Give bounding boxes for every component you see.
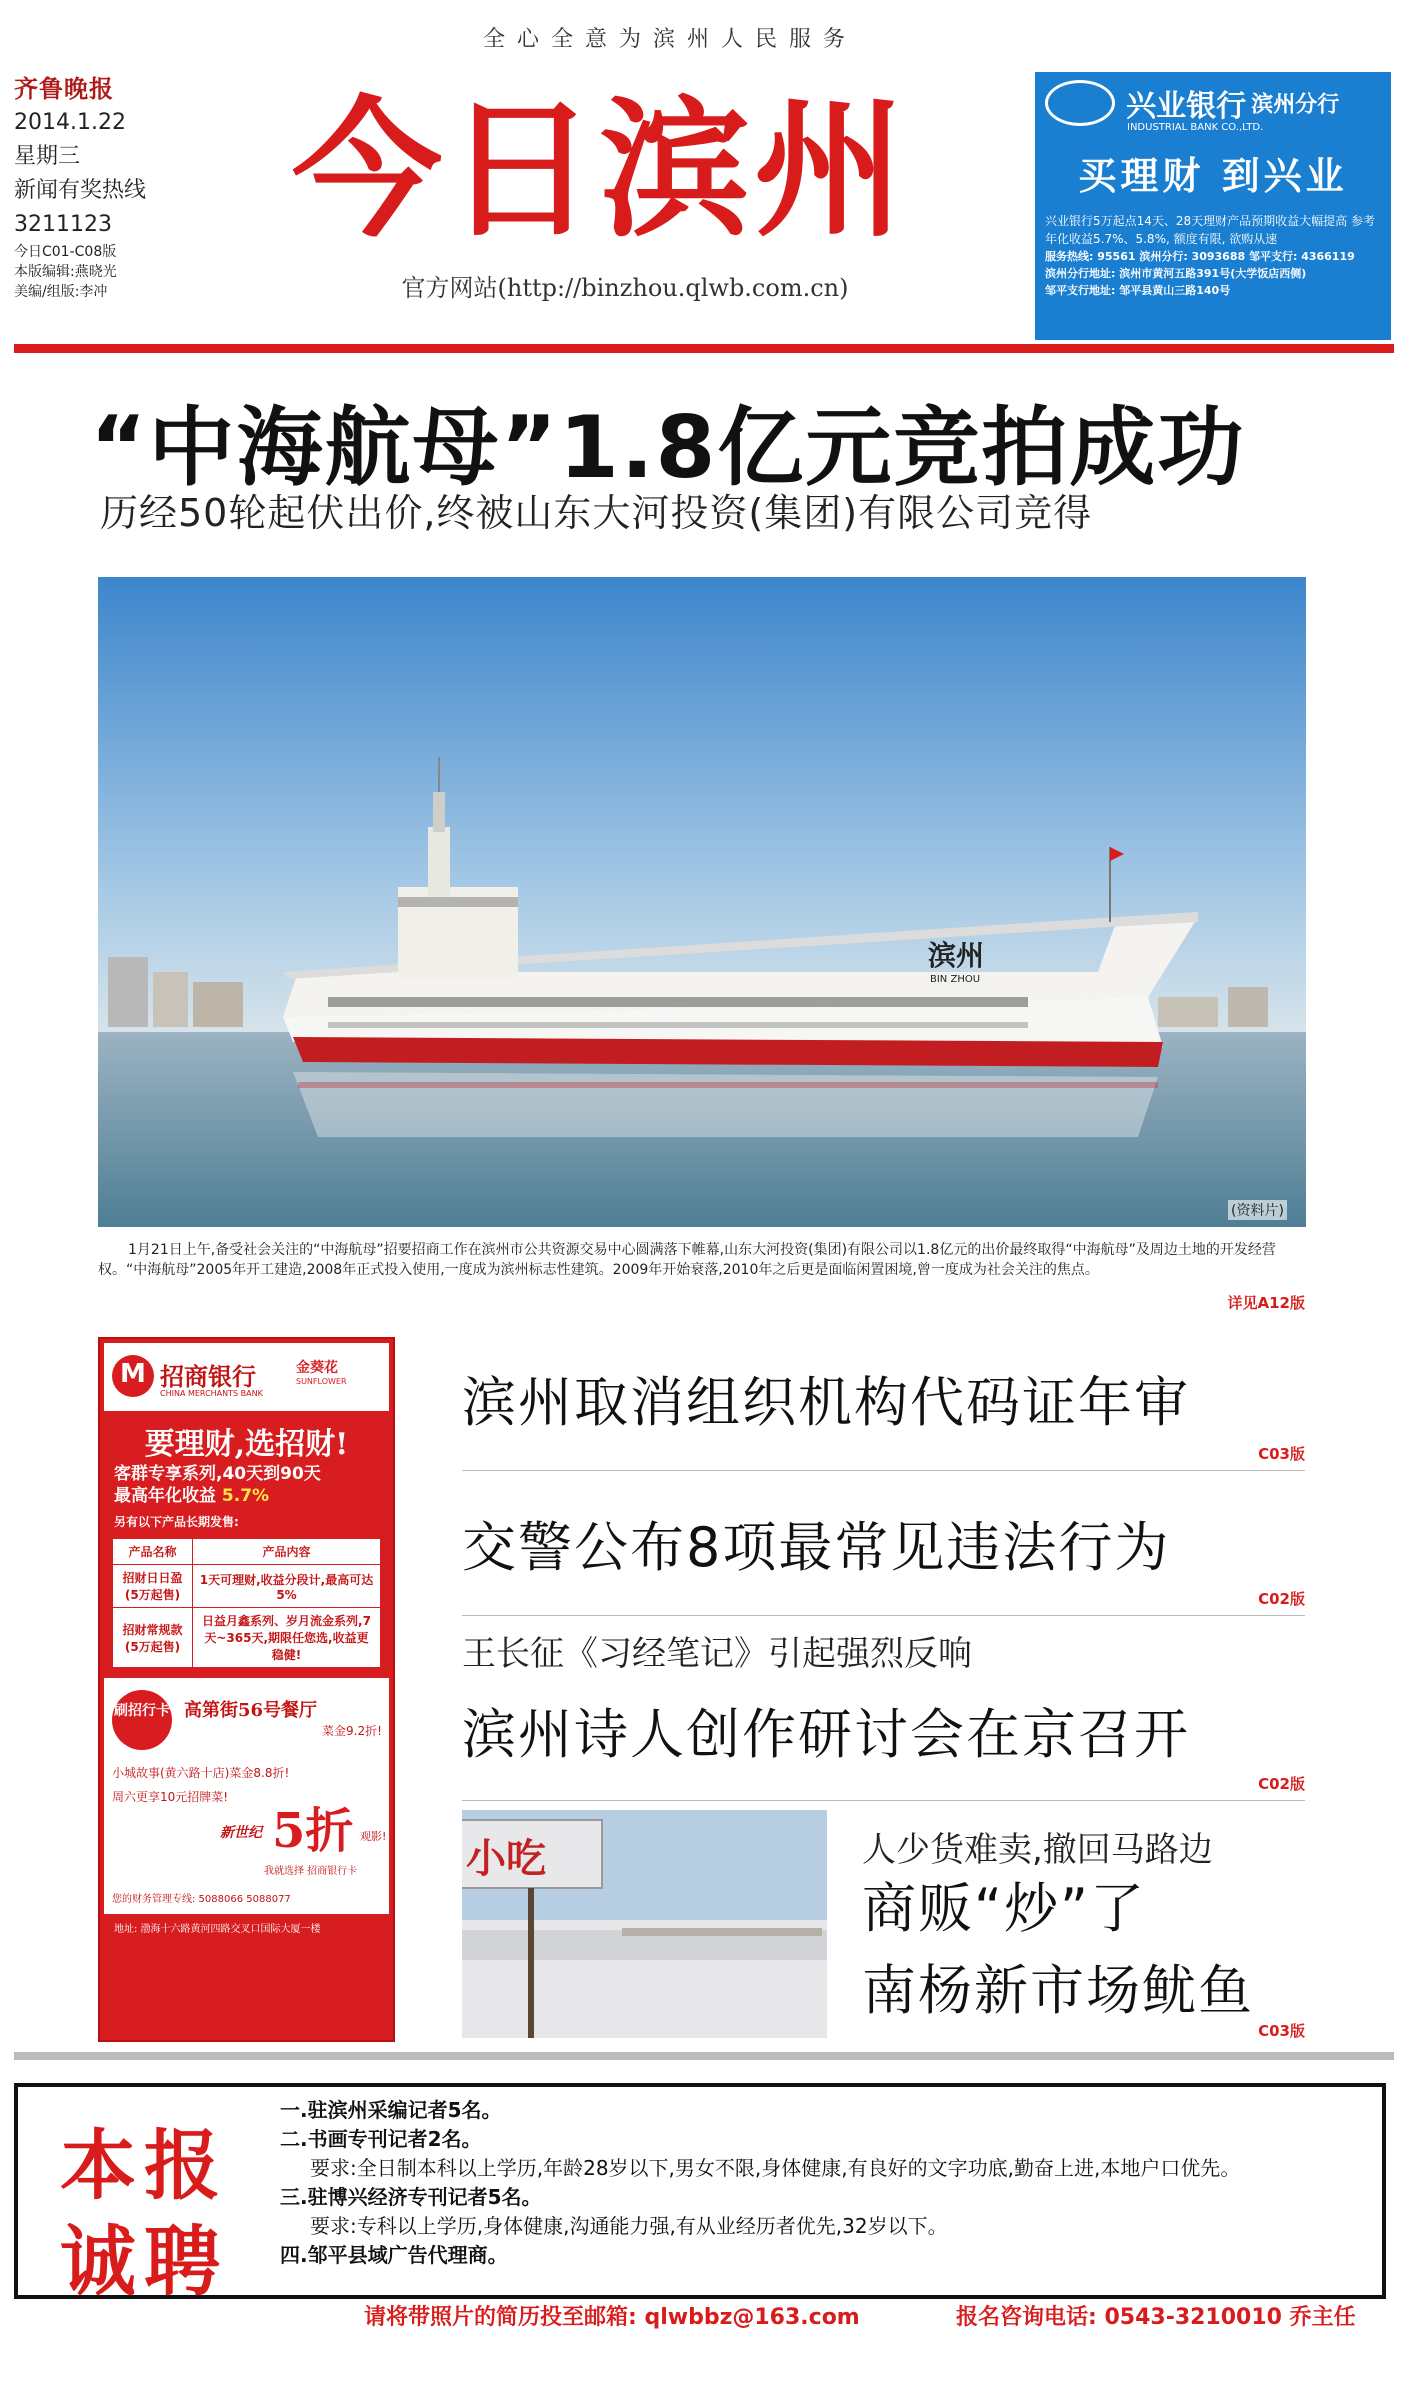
recruitment-list [280, 2096, 1370, 2270]
news-ref-1[interactable]: C03版 [1258, 1445, 1305, 1463]
list-item: 一.驻滨州采编记者5名。 [280, 2098, 502, 2122]
bank-service: 服务热线: 95561 滨州分行: 3093688 邹平支行: 4366119 [1045, 250, 1355, 263]
table-header-cell: 产品名称 [113, 1539, 193, 1565]
table-cell: 日益月鑫系列、岁月流金系列,7天~365天,期限任您选,收益更稳健! [193, 1608, 381, 1668]
table-row [113, 1608, 381, 1668]
news-headline-1[interactable]: 滨州取消组织机构代码证年审 [462, 1371, 1190, 1434]
bank-branch: 滨州分行 [1251, 92, 1340, 118]
card-badge: 刷招行卡 [112, 1690, 172, 1750]
recruitment-title-line-1: 本报 [60, 2121, 228, 2210]
lead-photo[interactable] [98, 577, 1306, 1227]
bank-address-2: 邹平支行地址: 邹平县黄山三路140号 [1045, 284, 1231, 297]
ship-sublabel: BIN ZHOU [930, 974, 981, 985]
bank-name: 兴业银行 [1126, 89, 1247, 124]
table-row [113, 1565, 381, 1608]
designer-credit: 美编/组版:李冲 [14, 284, 108, 300]
table-cell: 招财常规款(5万起售) [113, 1608, 193, 1668]
section-divider [14, 2052, 1394, 2060]
promo-choose: 我就选择 招商银行卡 [264, 1866, 358, 1877]
recruitment-title [60, 2118, 228, 2310]
cmb-line-2 [100, 1485, 393, 1507]
bank-slogan: 买理财 到兴业 [1078, 153, 1348, 198]
divider [462, 1615, 1305, 1616]
hotline-number: 3211123 [14, 212, 112, 237]
cmb-address: 地址: 渤海十六路黄河四路交叉口国际大厦一楼 [114, 1924, 321, 1935]
promo-saturday: 周六更享10元招牌菜! [112, 1790, 229, 1804]
market-headline-2[interactable]: 南杨新市场鱿鱼 [862, 1959, 1254, 2022]
see-more-link[interactable]: 详见A12版 [1227, 1294, 1305, 1312]
hotline-label: 新闻有奖热线 [14, 178, 147, 203]
recruitment-phone: 报名咨询电话: 0543-3210010 乔主任 [956, 2305, 1356, 2330]
market-headline-1[interactable]: 商贩“炒”了 [862, 1877, 1146, 1940]
issue-weekday: 星期三 [14, 144, 81, 169]
news-ref-2[interactable]: C02版 [1258, 1590, 1305, 1608]
cmb-logo-icon [112, 1355, 154, 1397]
news-subheadline-3: 王长征《习经笔记》引起强烈反响 [462, 1634, 972, 1674]
recruitment-title-line-2: 诚聘 [60, 2217, 228, 2306]
table-cell: 1天可理财,收益分段计,最高可达5% [193, 1565, 381, 1608]
cmb-ad[interactable] [98, 1337, 395, 2042]
ship-label: 滨州 [928, 939, 985, 972]
bank-desc: 兴业银行5万起点14天、28天理财产品预期收益大幅提高 参考年化收益5.7%、5.8%, 额度有限, 欲购从速 [1045, 214, 1375, 246]
table-header-cell: 产品内容 [193, 1539, 381, 1565]
table-cell: 招财日日盈(5万起售) [113, 1565, 193, 1608]
editor-credit: 本版编辑:燕晓光 [14, 264, 117, 280]
market-subheadline: 人少货难卖,撤回马路边 [862, 1830, 1213, 1870]
market-photo[interactable] [462, 1810, 827, 2038]
sunflower-label-en: SUNFLOWER [296, 1377, 347, 1386]
masthead-slogan: 全心全意为滨州人民服务 [482, 27, 857, 52]
photo-caption: 1月21日上午,备受社会关注的“中海航母”招要招商工作在滨州市公共资源交易中心圆满落下帷幕,山东大河投资(集团)有限公司以1.8亿元的出价最终取得“中海航母”及周边土地的开发经营权。“中海航母”2005年开工建造,2008年正式投入使用,一度成为滨州标志性建筑。2009年开始衰落,2010年之后更是面临闲置困境,曾一度成为社会关注的焦点。 [98, 1242, 1276, 1278]
promo-restaurant-discount: 菜金9.2折! [322, 1724, 382, 1738]
masthead-divider [14, 344, 1394, 353]
cmb-note: 另有以下产品长期发售: [114, 1515, 239, 1529]
promo-restaurant: 高第街56号餐厅 [184, 1700, 318, 1721]
promo-cinema-tail: 观影! [360, 1830, 387, 1843]
cmb-promo-panel [104, 1678, 389, 1914]
website-link[interactable]: 官方网站(http://binzhou.qlwb.com.cn) [401, 274, 849, 302]
cmb-line-2-prefix: 最高年化收益 [114, 1486, 216, 1506]
cmb-header [104, 1343, 389, 1411]
snack-sign-image [462, 1810, 827, 2038]
market-ref[interactable]: C03版 [1258, 2022, 1305, 2040]
cmb-yield: 5.7% [221, 1486, 270, 1506]
cmb-slogan: 要理财,选招财! [144, 1427, 349, 1462]
page-range: 今日C01-C08版 [14, 244, 117, 260]
bank-logo-icon [1045, 80, 1115, 126]
list-item-requirement: 要求:专科以上学历,身体健康,沟通能力强,有从业经历者优先,32岁以下。 [310, 2214, 948, 2238]
promo-story: 小城故事(黄六路十店)菜金8.8折! [112, 1766, 290, 1780]
bank-name-en: INDUSTRIAL BANK CO.,LTD. [1127, 122, 1264, 133]
cmb-name: 招商银行 [160, 1362, 256, 1391]
sunflower-label: 金葵花 [296, 1360, 338, 1376]
news-headline-2[interactable]: 交警公布8项最常见违法行为 [462, 1516, 1171, 1579]
photo-credit: (资料片) [1228, 1200, 1287, 1220]
list-item: 四.邹平县域广告代理商。 [280, 2243, 508, 2267]
masthead-title: 今日滨州 [291, 82, 908, 258]
list-item: 二.书画专刊记者2名。 [280, 2127, 482, 2151]
cmb-phone: 您的财务管理专线: 5088066 5088077 [112, 1894, 291, 1905]
divider [462, 1800, 1305, 1801]
recruitment-email[interactable]: 请将带照片的简历投至邮箱: qlwbbz@163.com [364, 2305, 860, 2330]
list-item-requirement: 要求:全日制本科以上学历,年龄28岁以下,男女不限,身体健康,有良好的文字功底,勤奋上进,本地户口优先。 [310, 2156, 1241, 2180]
lead-subheadline: 历经50轮起伏出价,终被山东大河投资(集团)有限公司竞得 [100, 491, 1093, 535]
cmb-name-en: CHINA MERCHANTS BANK [160, 1389, 263, 1398]
issue-date: 2014.1.22 [14, 110, 126, 135]
sign-text: 小吃 [466, 1836, 546, 1882]
promo-cinema: 新世纪 [220, 1825, 262, 1841]
lead-headline[interactable]: “中海航母”1.8亿元竞拍成功 [90, 398, 1246, 498]
industrial-bank-ad[interactable] [1035, 72, 1391, 340]
bank-address-1: 滨州分行地址: 滨州市黄河五路391号(大学饭店西侧) [1045, 267, 1307, 280]
issue-info [14, 72, 244, 302]
cmb-product-table [112, 1538, 381, 1668]
list-item: 三.驻博兴经济专刊记者5名。 [280, 2185, 542, 2209]
aircraft-carrier-building-image [98, 577, 1306, 1227]
news-ref-3[interactable]: C02版 [1258, 1775, 1305, 1793]
divider [462, 1470, 1305, 1471]
promo-big-discount: 5折 [272, 1803, 354, 1859]
news-headline-3[interactable]: 滨州诗人创作研讨会在京召开 [462, 1703, 1190, 1766]
cmb-line-1: 客群专享系列,40天到90天 [114, 1464, 321, 1484]
paper-brand: 齐鲁晚报 [14, 74, 114, 103]
